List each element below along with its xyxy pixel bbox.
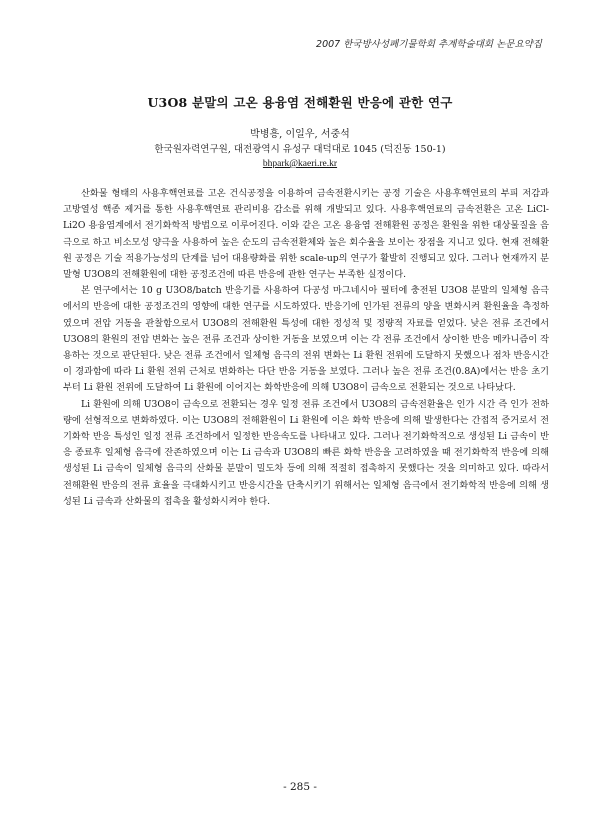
- email-link[interactable]: bhpark@kaeri.re.kr: [262, 159, 338, 169]
- abstract-body: [63, 186, 549, 510]
- running-header: 2007 한국방사성폐기물학회 추계학술대회 논문요약집: [316, 39, 542, 50]
- affiliation: 한국원자력연구원, 대전광역시 유성구 대덕대로 1045 (덕진동 150-1): [154, 144, 446, 155]
- author-list: 박병흥, 이일우, 서중석: [250, 129, 350, 140]
- body-paragraph-2: 본 연구에서는 10 g U3O8/batch 반응기를 사용하여 다공성 마그네시아 필터에 충전된 U3O8 분말의 일체형 음극에서의 반응에 대한 공정조건의 영향에 대한 연구를 시도하였다. 반응기에 인가된 전류의 양을 변화시켜 환원율을 측정하였으며 전압 거동을 관찰함으로서 U3O8의 전해환원 특성에 대한 정성적 및 정량적 자료를 얻었다. 낮은 전류 조건에서 U3O8의 환원의 전압 변화는 높은 전류 조건과 상이한 거동을 보였으며 이는 각 전류 조건에서 상이한 반응 메카니즘이 작용하는 것으로 판단된다. 낮은 전류 조건에서 일체형 음극의 전위 변화는 Li 환원 전위에 도달하지 못했으나 점차 반응시간이 경과함에 따라 Li 환원 전위 근처로 변화하는 다단 반응 거동을 보였다. 그러나 높은 전류 조건(0.8A)에서는 반응 초기부터 Li 환원 전위에 도달하여 Li 환원에 이어지는 화학반응에 의해 U3O8이 금속으로 전환되는 것으로 나타났다.: [63, 285, 549, 394]
- paper-title: U3O8 분말의 고온 용융염 전해환원 반응에 관한 연구: [147, 95, 453, 110]
- email-line: [0, 158, 600, 169]
- body-paragraph-3: Li 환원에 의해 U3O8이 금속으로 전환되는 경우 일정 전류 조건에서 U3O8의 금속전환율은 인가 시간 즉 인가 전하량에 선형적으로 변화하였다. 이는 U3O8의 전해환원이 Li 환원에 이은 화학 반응에 의해 발생한다는 간접적 증거로서 전기화학 반응 특성인 일정 전류 조건하에서 일정한 반응속도를 나타내고 있다. 그러나 전기화학적으로 생성된 Li 금속이 반응 종료후 일체형 음극에 잔존하였으며 이는 Li 금속과 U3O8의 빠른 화학 반응을 고려하였을 때 전기화학적 반응에 의해 생성된 Li 금속이 일체형 음극의 산화물 분말이 밀도차 등에 의해 적절히 접촉하지 못했다는 것을 의미하고 있다. 따라서 전해환원 반응의 전류 효율을 극대화시키고 반응시간을 단축시키기 위해서는 일체형 음극에서 전기화학적 반응에 의해 생성된 Li 금속과 산화물의 접촉을 활성화시켜야 한다.: [63, 398, 549, 507]
- page-number: - 285 -: [283, 781, 317, 793]
- body-paragraph-1: 산화물 형태의 사용후핵연료를 고온 건식공정을 이용하여 금속전환시키는 공정 기술은 사용후핵연료의 부피 저감과 고방열성 핵종 제거를 통한 사용후핵연료 관리비용 감소를 위해 개발되고 있다. 사용후핵연료의 금속전환은 고온 LiCl-Li2O 용융염계에서 전기화학적 방법으로 이루어진다. 이와 같은 고온 용융염 전해환원 공정은 환원을 위한 대상물질을 음극으로 하고 비소모성 양극을 사용하여 높은 순도의 금속전환체와 높은 회수율을 보이는 장점을 지니고 있다. 현재 전해환원 공정은 기술 적용가능성의 단계를 넘어 대용량화를 위한 scale-up의 연구가 활발히 진행되고 있다. 그러나 현재까지 분말형 U3O8의 전해환원에 대한 공정조건에 따른 반응에 관한 연구는 부족한 실정이다.: [63, 188, 549, 281]
